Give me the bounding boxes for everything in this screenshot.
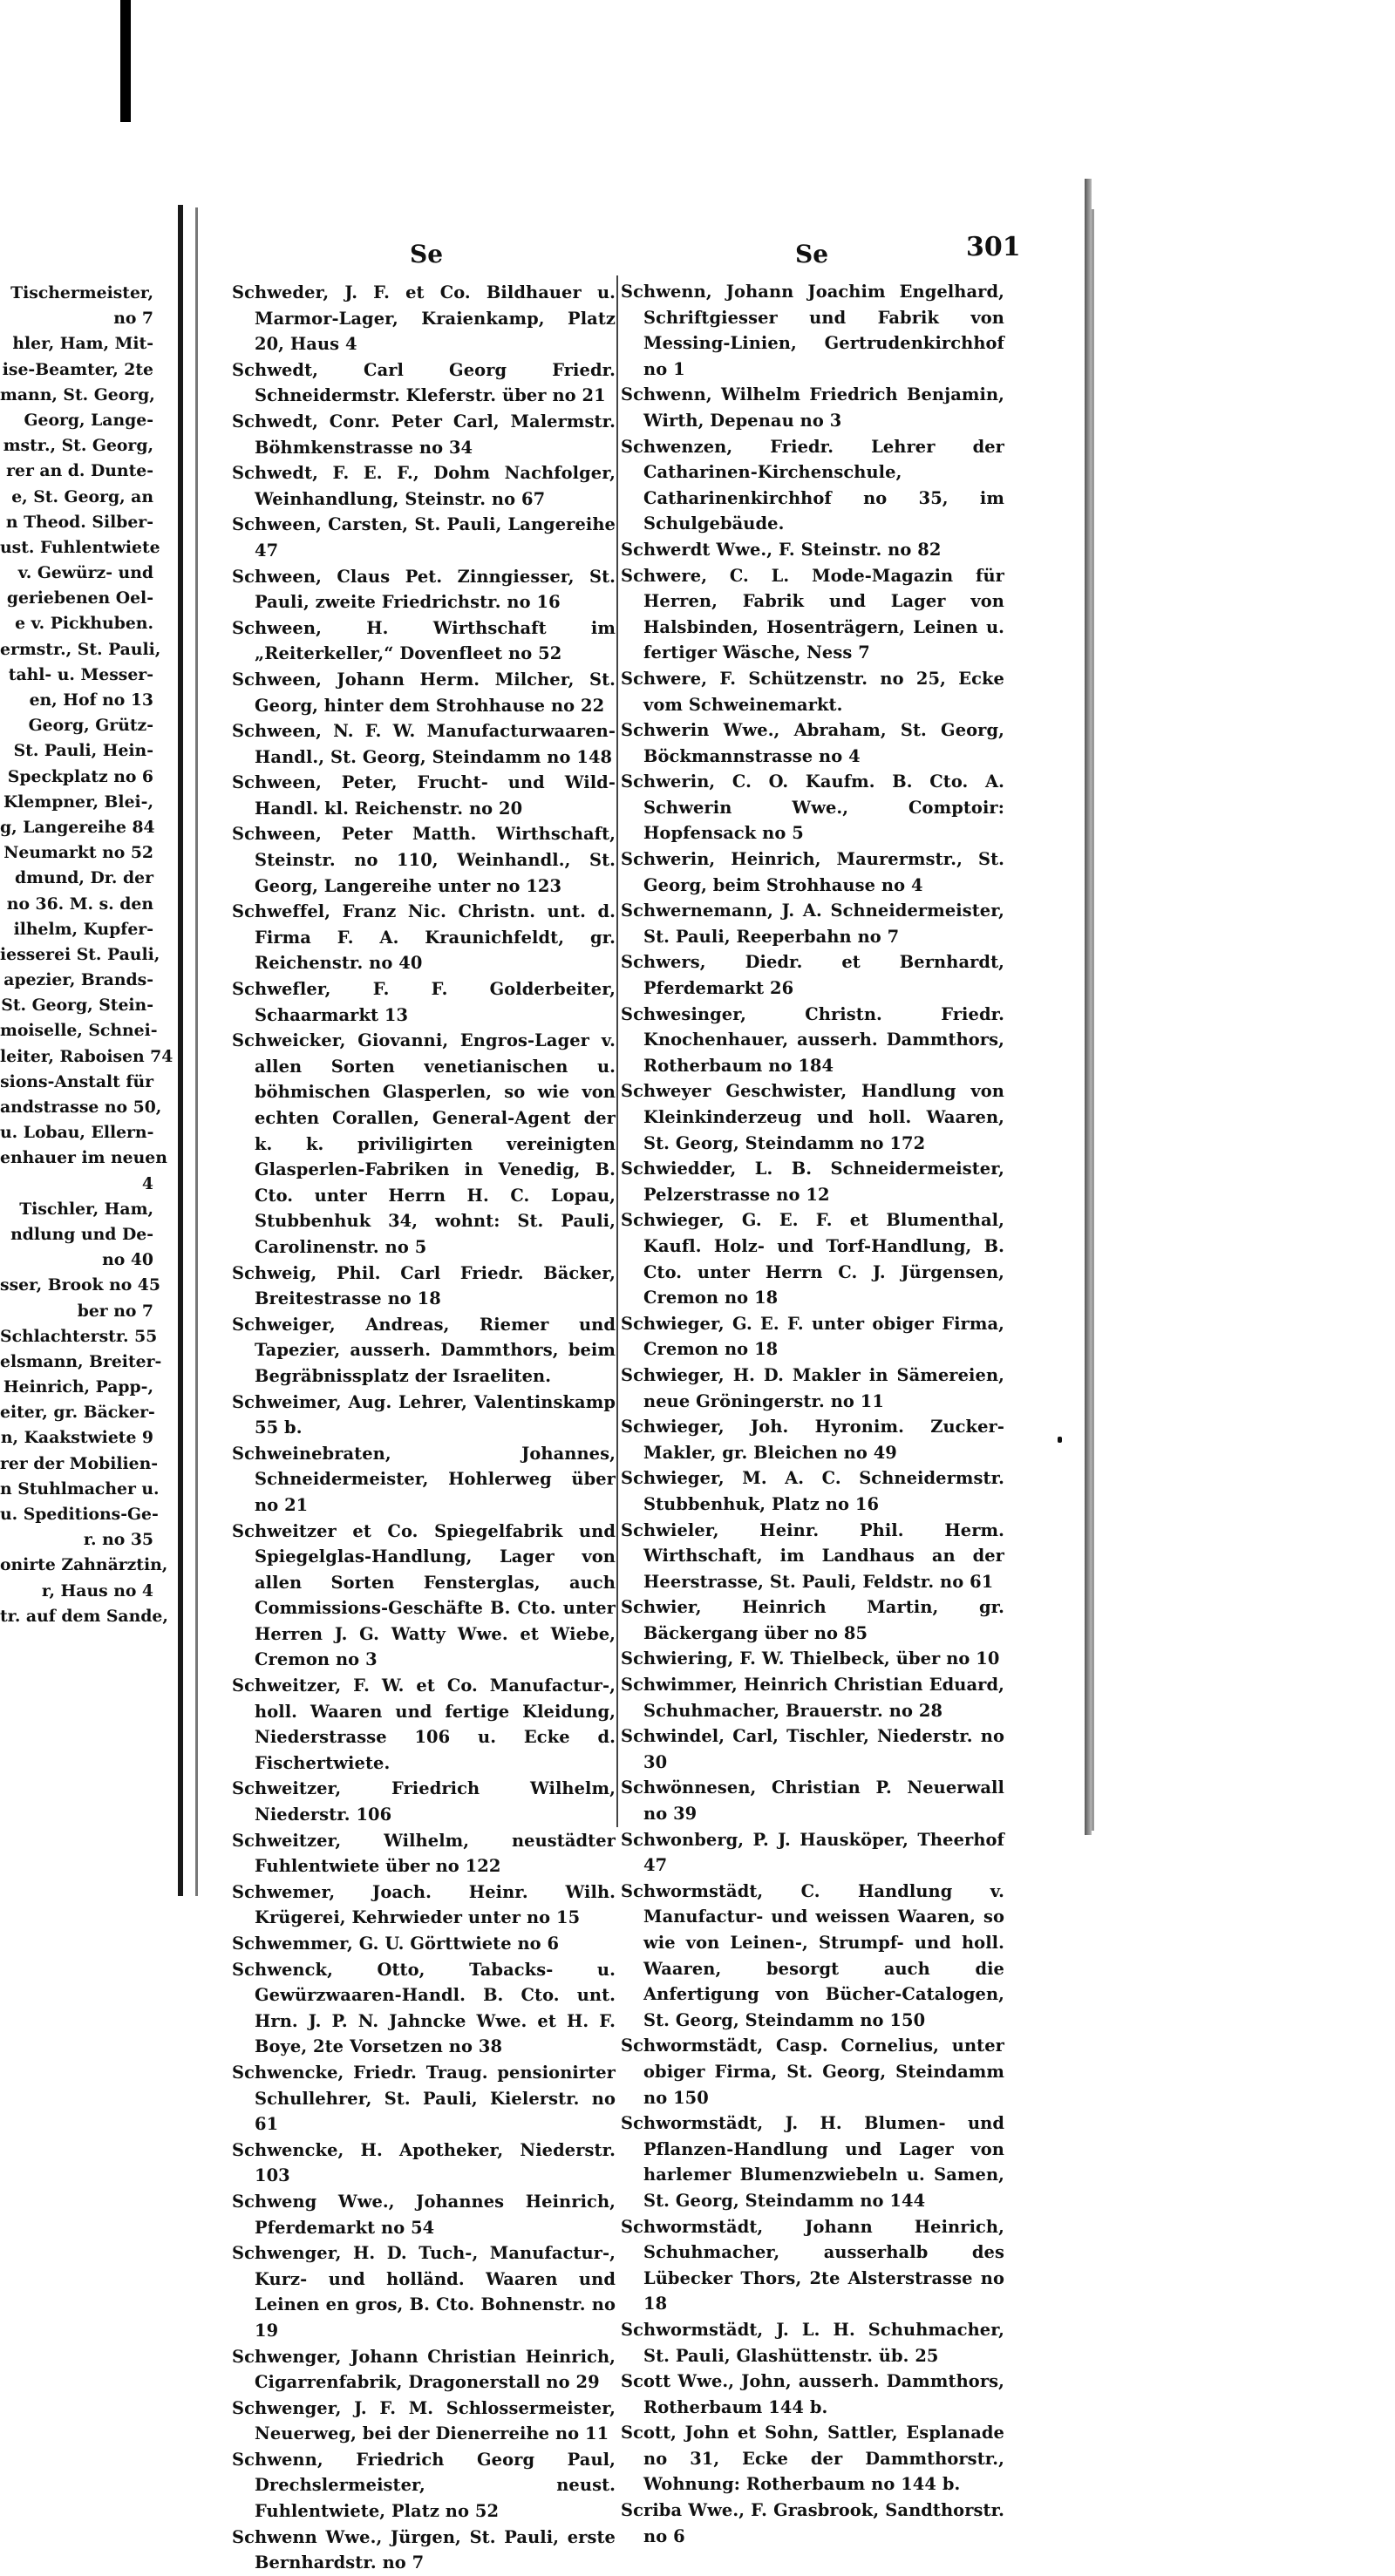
directory-entry: Schwonberg, P. J. Hausköper, Theerhof 47 bbox=[621, 1829, 1004, 1876]
fragment-line: St. Pauli, Hein- bbox=[13, 741, 153, 761]
fragment-line: Klempner, Blei-, bbox=[3, 792, 153, 812]
directory-entry: Schwerin Wwe., Abraham, St. Georg, Böckmannstrasse no 4 bbox=[621, 720, 1004, 766]
page-edge-shadow bbox=[1092, 209, 1094, 1831]
directory-entry: Schweng Wwe., Johannes Heinrich, Pferdemarkt no 54 bbox=[232, 2191, 616, 2238]
directory-entry: Schwormstädt, J. L. H. Schuhmacher, St. Pauli, Glashüttenstr. üb. 25 bbox=[621, 2319, 1004, 2366]
directory-entry: Schwenger, Johann Christian Heinrich, Cigarrenfabrik, Dragonerstall no 29 bbox=[232, 2346, 616, 2393]
fragment-line: ust. Fuhlentwiete bbox=[0, 537, 160, 557]
scanner-edge-bar bbox=[120, 0, 131, 122]
directory-entry: Schween, Claus Pet. Zinngiesser, St. Pauli, zweite Friedrichstr. no 16 bbox=[232, 566, 616, 613]
directory-entry: Schwenn, Wilhelm Friedrich Benjamin, Wirth, Depenau no 3 bbox=[621, 384, 1004, 431]
fragment-line: elsmann, Breiter- bbox=[0, 1351, 162, 1371]
fragment-line: sser, Brook no 45 bbox=[0, 1275, 160, 1295]
directory-entry: Schwormstädt, Casp. Cornelius, unter obiger Firma, St. Georg, Steindamm no 150 bbox=[621, 2036, 1004, 2108]
fragment-line: no 36. M. s. den bbox=[6, 894, 153, 914]
fragment-line: u. Speditions-Ge- bbox=[0, 1505, 159, 1524]
running-head-left: Se bbox=[410, 240, 444, 268]
directory-entry: Schwere, F. Schützenstr. no 25, Ecke vom Schweinemarkt. bbox=[621, 668, 1004, 715]
directory-entry: Schwimmer, Heinrich Christian Eduard, Schuhmacher, Brauerstr. no 28 bbox=[621, 1675, 1004, 1721]
previous-page-fragments bbox=[0, 281, 174, 1629]
fragment-line: 4 bbox=[141, 1173, 153, 1193]
fragment-line: r, Haus no 4 bbox=[41, 1580, 153, 1601]
directory-entry: Scott, John et Sohn, Sattler, Esplanade no 31, Ecke der Dammthorstr., Wohnung: Rotherbaum no 144 b. bbox=[621, 2423, 1004, 2495]
directory-entry: Schween, N. F. W. Manufacturwaaren-Handl., St. Georg, Steindamm no 148 bbox=[232, 721, 616, 767]
fragment-line: ermstr., St. Pauli, bbox=[0, 639, 161, 659]
fragment-line: hler, Ham, Mit- bbox=[12, 334, 153, 354]
book-gutter bbox=[178, 205, 183, 1896]
fragment-line: n, Kaakstwiete 9 bbox=[0, 1428, 153, 1448]
directory-entry: Schwerdt Wwe., F. Steinstr. no 82 bbox=[621, 539, 942, 560]
directory-entry: Schwesinger, Christn. Friedr. Knochenhauer, ausserh. Dammthors, Rotherbaum no 184 bbox=[621, 1003, 1004, 1076]
directory-entry: Schwieger, Joh. Hyronim. Zucker-Makler, gr. Bleichen no 49 bbox=[621, 1417, 1004, 1463]
fragment-line: Heinrich, Papp-, bbox=[3, 1377, 153, 1397]
directory-entry: Schweitzer et Co. Spiegelfabrik und Spiegelglas-Handlung, Lager von allen Sorten Fensterglas, auch Commissions-Geschäfte B. Cto. unter Herren J. G. Watty Wwe. et Wiebe, Cremon no 3 bbox=[232, 1520, 616, 1670]
directory-entry: Schwier, Heinrich Martin, gr. Bäckergang über no 85 bbox=[621, 1597, 1004, 1643]
fragment-line: v. Gewürz- und bbox=[17, 563, 153, 583]
ink-speck bbox=[1058, 1437, 1062, 1443]
directory-entry: Schwedt, F. E. F., Dohm Nachfolger, Weinhandlung, Steinstr. no 67 bbox=[232, 463, 616, 509]
directory-entry: Schwerin, C. O. Kaufm. B. Cto. A. Schwerin Wwe., Comptoir: Hopfensack no 5 bbox=[621, 771, 1004, 844]
directory-entry: Schweitzer, Friedrich Wilhelm, Niederstr. 106 bbox=[232, 1778, 616, 1825]
fragment-line: rer an d. Dunte- bbox=[6, 461, 153, 481]
directory-entry: Schweig, Phil. Carl Friedr. Bäcker, Breitestrasse no 18 bbox=[232, 1262, 616, 1309]
directory-entry: Schwedt, Conr. Peter Carl, Malermstr. Böhmkenstrasse no 34 bbox=[232, 411, 616, 458]
directory-entry: Schwiering, F. W. Thielbeck, über no 10 bbox=[621, 1648, 1000, 1669]
fragment-line: Tischermeister, bbox=[10, 283, 153, 302]
directory-entry: Schwenger, H. D. Tuch-, Manufactur-, Kurz- und holländ. Waaren und Leinen en gros, B. Cto. Bohnenstr. no 19 bbox=[232, 2243, 616, 2341]
fragment-line: n Stuhlmacher u. bbox=[0, 1478, 160, 1499]
directory-entry: Schwiedder, L. B. Schneidermeister, Pelzerstrasse no 12 bbox=[621, 1159, 1004, 1205]
fragment-line: Tischler, Ham, bbox=[19, 1199, 153, 1219]
directory-entry: Schweiger, Andreas, Riemer und Tapezier, ausserh. Dammthors, beim Begräbnissplatz der Israeliten. bbox=[232, 1314, 616, 1386]
directory-entry: Schwieler, Heinr. Phil. Herm. Wirthschaft, im Landhaus an der Heerstrasse, St. Pauli, Feldstr. no 61 bbox=[621, 1519, 1004, 1592]
fragment-line: Georg, Lange- bbox=[24, 410, 153, 430]
directory-entry: Schween, Carsten, St. Pauli, Langereihe 47 bbox=[232, 514, 616, 561]
fragment-line: e, St. Georg, an bbox=[11, 486, 153, 506]
fragment-line: apezier, Brands- bbox=[3, 970, 153, 990]
directory-entry: Schwieger, G. E. F. unter obiger Firma, Cremon no 18 bbox=[621, 1313, 1004, 1360]
directory-entry: Schweitzer, F. W. et Co. Manufactur-, holl. Waaren und fertige Kleidung, Niederstrasse 106 u. Ecke d. Fischertwiete. bbox=[232, 1675, 616, 1773]
fragment-line: St. Georg, Stein- bbox=[1, 996, 153, 1016]
fragment-line: tr. auf dem Sande, bbox=[0, 1606, 168, 1626]
fragment-line: mstr., St. Georg, bbox=[3, 436, 153, 456]
directory-entry: Schwormstädt, J. H. Blumen- und Pflanzen-Handlung und Lager von harlemer Blumenzwiebeln u. Samen, St. Georg, Steindamm no 144 bbox=[621, 2113, 1004, 2211]
directory-entry: Schwernemann, J. A. Schneidermeister, St. Pauli, Reeperbahn no 7 bbox=[621, 901, 1004, 947]
running-head-right: Se bbox=[795, 240, 829, 268]
fragment-line: leiter, Raboisen 74 bbox=[0, 1046, 174, 1066]
directory-entry: Schweinebraten, Johannes, Schneidermeister, Hohlerweg über no 21 bbox=[232, 1443, 616, 1515]
fragment-line: no 40 bbox=[102, 1250, 153, 1270]
fragment-line: g, Langereihe 84 bbox=[0, 817, 155, 837]
directory-entry: Schween, Johann Herm. Milcher, St. Georg, hinter dem Strohhause no 22 bbox=[232, 669, 616, 716]
directory-entry: Schween, Peter Matth. Wirthschaft, Steinstr. no 110, Weinhandl., St. Georg, Langereihe unter no 123 bbox=[232, 824, 616, 896]
directory-entry: Schwindel, Carl, Tischler, Niederstr. no 30 bbox=[621, 1726, 1004, 1772]
column-divider bbox=[616, 275, 618, 1827]
directory-entry: Scott Wwe., John, ausserh. Dammthors, Rotherbaum 144 b. bbox=[621, 2371, 1004, 2417]
fragment-line: dmund, Dr. der bbox=[14, 868, 153, 888]
directory-entry: Schween, H. Wirthschaft im „Reiterkeller,“ Dovenfleet no 52 bbox=[232, 617, 616, 664]
directory-entry: Schwenzen, Friedr. Lehrer der Catharinen-Kirchenschule, Catharinenkirchhof no 35, im Schulgebäude. bbox=[621, 436, 1004, 534]
directory-entry: Schwormstädt, C. Handlung v. Manufactur- und weissen Waaren, so wie von Leinen-, Strumpf- und holl. Waaren, besorgt auch die Anfertigung von Bücher-Catalogen, St. Georg, Steindamm no 150 bbox=[621, 1880, 1004, 2030]
directory-entry: Schwere, C. L. Mode-Magazin für Herren, Fabrik und Lager von Halsbinden, Hosenträgern, Leinen u. fertiger Wäsche, Ness 7 bbox=[621, 565, 1004, 663]
page-number: 301 bbox=[966, 232, 1021, 262]
directory-entry: Schwencke, Friedr. Traug. pensionirter Schullehrer, St. Pauli, Kielerstr. no 61 bbox=[232, 2062, 616, 2135]
directory-entry: Schwenck, Otto, Tabacks- u. Gewürzwaaren-Handl. B. Cto. unt. Hrn. J. P. N. Jahncke Wwe. et H. F. Boye, 2te Vorsetzen no 38 bbox=[232, 1959, 616, 2057]
fragment-line: ilhelm, Kupfer- bbox=[13, 919, 153, 939]
fragment-line: Neumarkt no 52 bbox=[3, 843, 153, 863]
fragment-line: no 7 bbox=[113, 309, 153, 329]
fragment-line: rer der Mobilien- bbox=[0, 1453, 159, 1473]
fragment-line: ise-Beamter, 2te bbox=[2, 359, 153, 379]
directory-entry: Schwieger, M. A. C. Schneidermstr. Stubbenhuk, Platz no 16 bbox=[621, 1468, 1004, 1514]
directory-entry: Schwedt, Carl Georg Friedr. Schneidermstr. Kleferstr. über no 21 bbox=[232, 359, 616, 406]
fragment-line: Georg, Grütz- bbox=[28, 716, 153, 736]
page-edge bbox=[1085, 179, 1092, 1835]
directory-entry: Schwenn, Johann Joachim Engelhard, Schriftgiesser und Fabrik von Messing-Linien, Gertrudenkirchhof no 1 bbox=[621, 282, 1004, 379]
fragment-line: eiter, gr. Bäcker- bbox=[0, 1403, 155, 1423]
directory-entry: Schwers, Diedr. et Bernhardt, Pferdemarkt 26 bbox=[621, 952, 1004, 999]
fragment-line: onirte Zahnärztin, bbox=[0, 1555, 168, 1575]
directory-column-left bbox=[232, 280, 616, 2576]
directory-entry: Schween, Peter, Frucht- und Wild-Handl. kl. Reichenstr. no 20 bbox=[232, 772, 616, 819]
fragment-line: moiselle, Schnei- bbox=[0, 1021, 158, 1041]
directory-entry: Schwormstädt, Johann Heinrich, Schuhmacher, ausserhalb des Lübecker Thors, 2te Alsterstrasse no 18 bbox=[621, 2216, 1004, 2314]
directory-entry: Schwenger, J. F. M. Schlossermeister, Neuerweg, bei der Dienerreihe no 11 bbox=[232, 2397, 616, 2444]
fragment-line: ber no 7 bbox=[77, 1301, 153, 1321]
directory-entry: Schwenn, Friedrich Georg Paul, Drechslermeister, neust. Fuhlentwiete, Platz no 52 bbox=[232, 2449, 616, 2522]
directory-entry: Schwönnesen, Christian P. Neuerwall no 39 bbox=[621, 1777, 1004, 1825]
fragment-line: iesserei St. Pauli, bbox=[0, 944, 160, 964]
fragment-line: enhauer im neuen bbox=[0, 1148, 167, 1168]
directory-entry: Schwenn Wwe., Jürgen, St. Pauli, erste Bernhardstr. no 7 bbox=[232, 2526, 616, 2573]
directory-entry: Schweicker, Giovanni, Engros-Lager v. allen Sorten venetianischen u. böhmischen Glasperlen, so wie von echten Corallen, General-Agent der k. k. priviligirten vereinigten Glasperlen-Fabriken in Venedig, B. Cto. unter Herrn H. C. Lopau, Stubbenhuk 34, wohnt: St. Pauli, Carolinenstr. no 5 bbox=[232, 1030, 616, 1257]
fragment-line: andstrasse no 50, bbox=[0, 1098, 162, 1117]
directory-entry: Schweitzer, Wilhelm, neustädter Fuhlentwiete über no 122 bbox=[232, 1830, 616, 1877]
directory-column-right bbox=[621, 279, 1004, 2549]
fragment-line: Speckplatz no 6 bbox=[7, 766, 153, 786]
directory-entry: Schweyer Geschwister, Handlung von Kleinkinderzeug und holl. Waaren, St. Georg, Steindamm no 172 bbox=[621, 1081, 1004, 1153]
fragment-line: Schlachterstr. 55 bbox=[0, 1326, 158, 1346]
fragment-line: r. no 35 bbox=[83, 1530, 153, 1550]
fragment-line: ndlung und De- bbox=[10, 1224, 153, 1244]
fragment-line: en, Hof no 13 bbox=[29, 690, 153, 710]
directory-entry: Schwemmer, G. U. Görttwiete no 6 bbox=[232, 1934, 560, 1954]
directory-entry: Schweder, J. F. et Co. Bildhauer u. Marmor-Lager, Kraienkamp, Platz 20, Haus 4 bbox=[232, 282, 616, 355]
directory-entry: Schwerin, Heinrich, Maurermstr., St. Georg, beim Strohhause no 4 bbox=[621, 849, 1004, 895]
fragment-line: u. Lobau, Ellern- bbox=[0, 1123, 154, 1143]
directory-entry: Schweffel, Franz Nic. Christn. unt. d. Firma F. A. Kraunichfeldt, gr. Reichenstr. no 40 bbox=[232, 901, 616, 974]
directory-entry: Scriba Wwe., F. Grasbrook, Sandthorstr. no 6 bbox=[621, 2500, 1004, 2546]
gutter-shadow bbox=[195, 207, 198, 1896]
directory-entry: Schweimer, Aug. Lehrer, Valentinskamp 55 b. bbox=[232, 1391, 616, 1438]
fragment-line: mann, St. Georg, bbox=[0, 384, 155, 404]
directory-entry: Schwemer, Joach. Heinr. Wilh. Krügerei, Kehrwieder unter no 15 bbox=[232, 1881, 616, 1928]
directory-entry: Schwieger, H. D. Makler in Sämereien, neue Gröningerstr. no 11 bbox=[621, 1364, 1004, 1411]
directory-entry: Schwencke, H. Apotheker, Niederstr. 103 bbox=[232, 2139, 616, 2186]
fragment-line: tahl- u. Messer- bbox=[8, 664, 153, 684]
fragment-line: e v. Pickhuben. bbox=[15, 614, 153, 634]
fragment-line: sions-Anstalt für bbox=[0, 1071, 153, 1091]
directory-entry: Schwieger, G. E. F. et Blumenthal, Kaufl. Holz- und Torf-Handlung, B. Cto. unter Herrn C. J. Jürgensen, Cremon no 18 bbox=[621, 1210, 1004, 1308]
directory-entry: Schwefler, F. F. Golderbeiter, Schaarmarkt 13 bbox=[232, 979, 616, 1025]
fragment-line: geriebenen Oel- bbox=[6, 588, 153, 608]
fragment-line: n Theod. Silber- bbox=[5, 512, 153, 532]
